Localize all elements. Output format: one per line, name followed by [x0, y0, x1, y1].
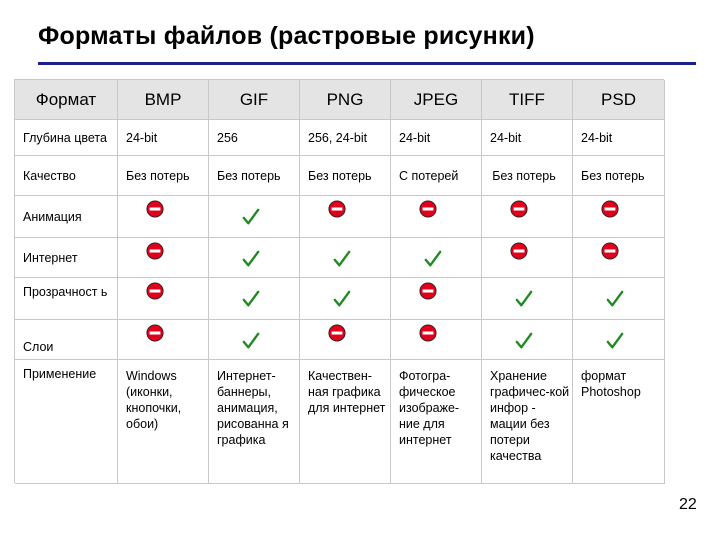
checkmark-icon — [242, 332, 260, 350]
row-label-layers: Слои — [15, 320, 118, 360]
checkmark-icon — [515, 290, 533, 308]
cell-usage-psd: формат Photoshop — [573, 360, 665, 484]
cell-transparency-psd — [573, 278, 665, 320]
cell-depth-gif: 256 — [209, 120, 300, 156]
cell-internet-tiff — [482, 238, 573, 278]
cell-animation-psd — [573, 196, 665, 238]
cell-quality-jpeg: С потерей — [391, 156, 482, 196]
checkmark-icon — [515, 332, 533, 350]
slide-title: Форматы файлов (растровые рисунки) — [38, 22, 535, 50]
checkmark-icon — [242, 208, 260, 226]
cell-internet-jpeg — [391, 238, 482, 278]
cell-depth-psd: 24-bit — [573, 120, 665, 156]
cell-quality-psd: Без потерь — [573, 156, 665, 196]
row-label-usage: Применение — [15, 360, 118, 484]
no-entry-icon — [510, 242, 528, 260]
cell-quality-bmp: Без потерь — [118, 156, 209, 196]
cell-animation-tiff — [482, 196, 573, 238]
cell-usage-png: Качествен-ная графика для интернет — [300, 360, 391, 484]
checkmark-icon — [242, 250, 260, 268]
cell-depth-png: 256, 24-bit — [300, 120, 391, 156]
no-entry-icon — [419, 200, 437, 218]
no-entry-icon — [146, 242, 164, 260]
cell-internet-bmp — [118, 238, 209, 278]
header-format: Формат — [15, 80, 118, 120]
cell-quality-png: Без потерь — [300, 156, 391, 196]
cell-depth-bmp: 24-bit — [118, 120, 209, 156]
cell-animation-png — [300, 196, 391, 238]
cell-transparency-gif — [209, 278, 300, 320]
cell-internet-png — [300, 238, 391, 278]
cell-usage-gif: Интернет-баннеры, анимация, рисованна я графика — [209, 360, 300, 484]
no-entry-icon — [601, 242, 619, 260]
cell-depth-jpeg: 24-bit — [391, 120, 482, 156]
no-entry-icon — [146, 324, 164, 342]
cell-internet-gif — [209, 238, 300, 278]
header-jpeg: JPEG — [391, 80, 482, 120]
cell-transparency-tiff — [482, 278, 573, 320]
cell-animation-bmp — [118, 196, 209, 238]
cell-layers-psd — [573, 320, 665, 360]
no-entry-icon — [419, 282, 437, 300]
cell-transparency-bmp — [118, 278, 209, 320]
page-number: 22 — [679, 496, 697, 513]
cell-transparency-png — [300, 278, 391, 320]
no-entry-icon — [328, 200, 346, 218]
row-label-color-depth: Глубина цвета — [15, 120, 118, 156]
no-entry-icon — [510, 200, 528, 218]
header-psd: PSD — [573, 80, 665, 120]
cell-layers-tiff — [482, 320, 573, 360]
checkmark-icon — [606, 290, 624, 308]
checkmark-icon — [242, 290, 260, 308]
header-png: PNG — [300, 80, 391, 120]
cell-layers-png — [300, 320, 391, 360]
cell-quality-tiff: Без потерь — [482, 156, 573, 196]
no-entry-icon — [146, 200, 164, 218]
header-gif: GIF — [209, 80, 300, 120]
cell-usage-bmp: Windows (иконки, кнопочки, обои) — [118, 360, 209, 484]
cell-animation-gif — [209, 196, 300, 238]
cell-animation-jpeg — [391, 196, 482, 238]
row-label-animation: Анимация — [15, 196, 118, 238]
row-label-internet: Интернет — [15, 238, 118, 278]
cell-transparency-jpeg — [391, 278, 482, 320]
cell-depth-tiff: 24-bit — [482, 120, 573, 156]
cell-quality-gif: Без потерь — [209, 156, 300, 196]
cell-usage-tiff: Хранение графичес-кой инфор - мации без потери качества — [482, 360, 573, 484]
cell-usage-jpeg: Фотогра-фическое изображе-ние для интернет — [391, 360, 482, 484]
checkmark-icon — [333, 250, 351, 268]
cell-internet-psd — [573, 238, 665, 278]
checkmark-icon — [333, 290, 351, 308]
no-entry-icon — [601, 200, 619, 218]
header-bmp: BMP — [118, 80, 209, 120]
row-label-transparency: Прозрачност ь — [15, 278, 118, 320]
no-entry-icon — [328, 324, 346, 342]
cell-layers-bmp — [118, 320, 209, 360]
no-entry-icon — [146, 282, 164, 300]
row-label-quality: Качество — [15, 156, 118, 196]
cell-layers-gif — [209, 320, 300, 360]
checkmark-icon — [424, 250, 442, 268]
checkmark-icon — [606, 332, 624, 350]
header-tiff: TIFF — [482, 80, 573, 120]
cell-layers-jpeg — [391, 320, 482, 360]
no-entry-icon — [419, 324, 437, 342]
title-underline — [38, 62, 696, 65]
formats-table — [14, 79, 664, 483]
